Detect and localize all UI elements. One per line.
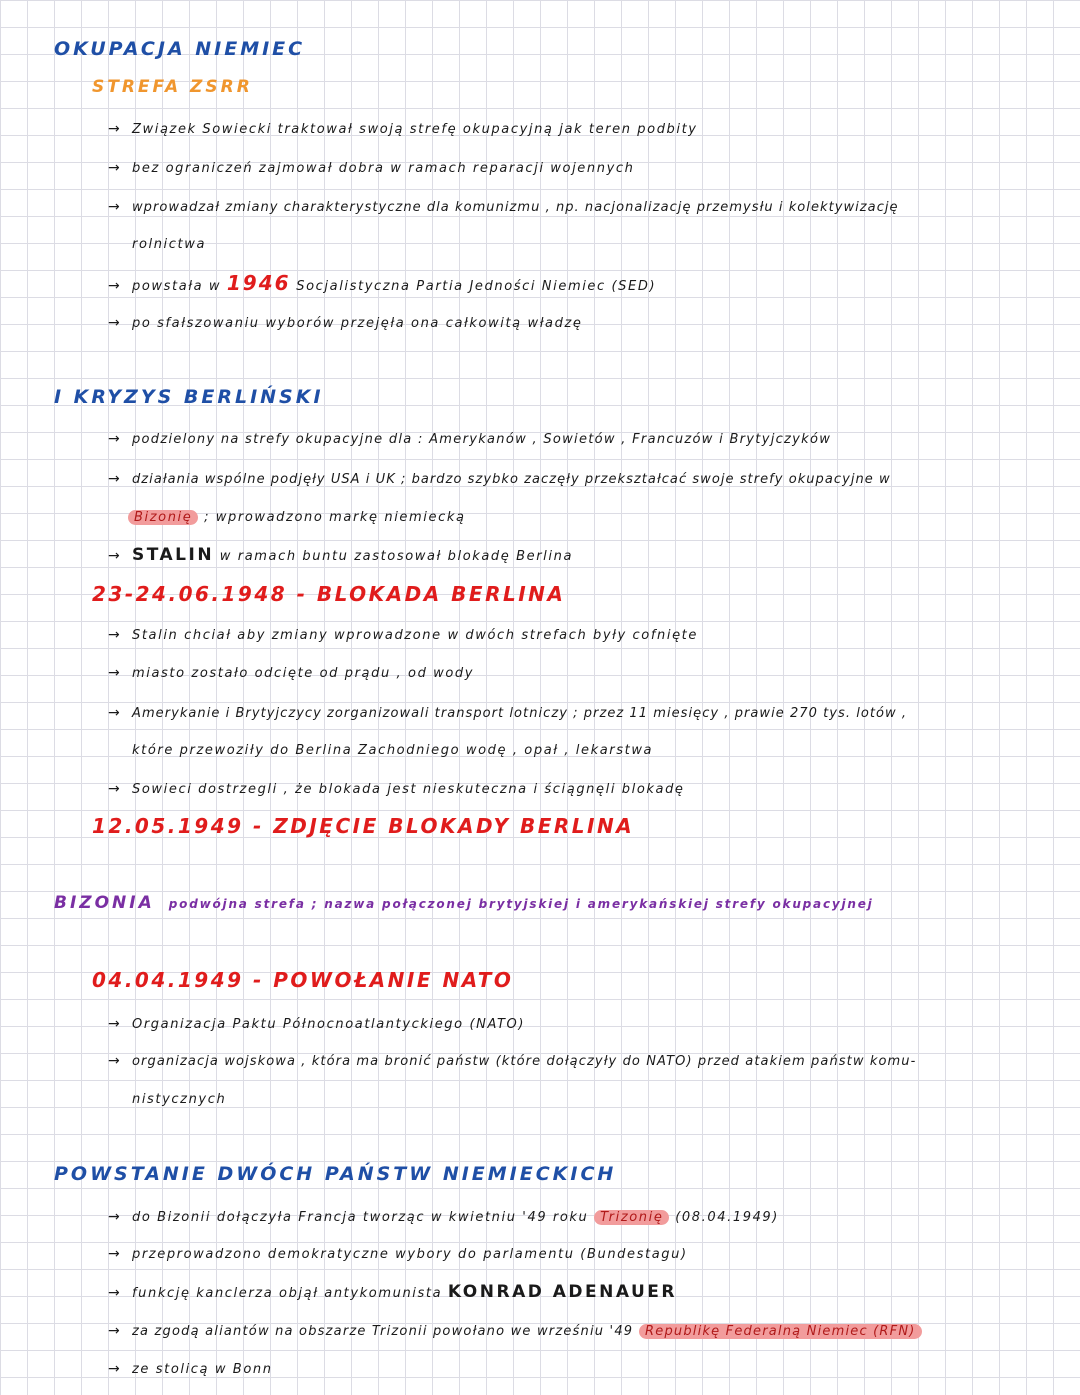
list-item-continuation: rolnictwa xyxy=(132,237,207,252)
arrow-icon: → xyxy=(108,1285,120,1301)
arrow-icon: → xyxy=(108,548,120,564)
arrow-icon: → xyxy=(108,665,120,681)
arrow-icon: → xyxy=(108,781,120,797)
list-item: → organizacja wojskowa , która ma bronić państw (które dołączyły do NATO) przed atakiem państw komu- xyxy=(108,1050,916,1073)
arrow-icon: → xyxy=(108,160,120,176)
list-item: → do Bizonii dołączyła Francja tworząc w kwietniu '49 roku Trizonię (08.04.1949) xyxy=(108,1206,779,1229)
arrow-icon: → xyxy=(108,431,120,447)
list-item: → STALIN w ramach buntu zastosował blokadę Berlina xyxy=(108,545,574,565)
arrow-icon: → xyxy=(108,471,120,487)
list-item-continuation: które przewoziły do Berlina Zachodniego wodę , opał , lekarstwa xyxy=(132,743,654,758)
arrow-icon: → xyxy=(108,1361,120,1377)
heading-powstanie-dwoch-panstw: POWSTANIE DWÓCH PAŃSTW NIEMIECKICH xyxy=(54,1163,617,1185)
arrow-icon: → xyxy=(108,1053,120,1069)
arrow-icon: → xyxy=(108,1323,120,1339)
definition-bizonia xyxy=(54,893,874,913)
term-bizonia: BIZONIA xyxy=(54,893,155,913)
arrow-icon: → xyxy=(108,627,120,643)
arrow-icon: → xyxy=(108,705,120,721)
date-heading-blokada: 23-24.06.1948 - BLOKADA BERLINA xyxy=(92,582,566,606)
year-1946: 1946 xyxy=(226,271,291,295)
list-item: → po sfałszowaniu wyborów przejęła ona całkowitą władzę xyxy=(108,312,582,335)
arrow-icon: → xyxy=(108,1209,120,1225)
definition-text: podwójna strefa ; nazwa połączonej brytyjskiej i amerykańskiej strefy okupacyjnej xyxy=(168,897,874,911)
arrow-icon: → xyxy=(108,315,120,331)
list-item: → za zgodą aliantów na obszarze Trizonii powołano we wrześniu '49 Republikę Federalną Niemiec (RFN) xyxy=(108,1320,922,1343)
list-item: → bez ograniczeń zajmował dobra w ramach reparacji wojennych xyxy=(108,157,634,180)
highlight-rfn: Republikę Federalną Niemiec (RFN) xyxy=(639,1324,922,1339)
arrow-icon: → xyxy=(108,199,120,215)
list-item: → Sowieci dostrzegli , że blokada jest nieskuteczna i ściągnęli blokadę xyxy=(108,778,685,801)
highlight-bizonia: Bizonię xyxy=(128,510,198,525)
adenauer-emphasis: KONRAD ADENAUER xyxy=(447,1282,678,1302)
list-item: → działania wspólne podjęły USA i UK ; bardzo szybko zaczęły przekształcać swoje strefy okupacyjne w xyxy=(108,468,891,491)
list-item: → ze stolicą w Bonn xyxy=(108,1358,273,1381)
date-heading-zdjecie-blokady: 12.05.1949 - ZDJĘCIE BLOKADY BERLINA xyxy=(92,814,635,838)
list-item: → Stalin chciał aby zmiany wprowadzone w dwóch strefach były cofnięte xyxy=(108,624,698,647)
list-item-continuation: Bizonię ; wprowadzono markę niemiecką xyxy=(128,507,466,529)
arrow-icon: → xyxy=(108,1016,120,1032)
heading-kryzys-berlinski: I KRYZYS BERLIŃSKI xyxy=(54,386,324,408)
list-item: → Amerykanie i Brytyjczycy zorganizowali transport lotniczy ; przez 11 miesięcy , prawie 270 tys. lotów , xyxy=(108,702,907,725)
list-item: → Organizacja Paktu Północnoatlantyckiego (NATO) xyxy=(108,1013,525,1036)
arrow-icon: → xyxy=(108,278,120,294)
heading-okupacja-niemiec: OKUPACJA NIEMIEC xyxy=(54,38,306,60)
subheading-strefa-zsrr: STREFA ZSRR xyxy=(92,77,253,97)
list-item: → podzielony na strefy okupacyjne dla : Amerykanów , Sowietów , Francuzów i Brytyjczyków xyxy=(108,428,831,451)
stalin-emphasis: STALIN xyxy=(132,545,215,565)
highlight-trizonia: Trizonię xyxy=(594,1210,669,1225)
arrow-icon: → xyxy=(108,1246,120,1262)
list-item: → wprowadzał zmiany charakterystyczne dla komunizmu , np. nacjonalizację przemysłu i kolektywizację xyxy=(108,196,899,219)
list-item-continuation: nistycznych xyxy=(132,1092,227,1107)
arrow-icon: → xyxy=(108,121,120,137)
list-item: → funkcję kanclerza objął antykomunista KONRAD ADENAUER xyxy=(108,1282,678,1302)
list-item: → miasto zostało odcięte od prądu , od wody xyxy=(108,662,474,685)
list-item: → Związek Sowiecki traktował swoją strefę okupacyjną jak teren podbity xyxy=(108,118,698,141)
list-item: → przeprowadzono demokratyczne wybory do parlamentu (Bundestagu) xyxy=(108,1243,688,1266)
list-item: → powstała w 1946 Socjalistyczna Partia Jedności Niemiec (SED) xyxy=(108,271,657,295)
date-heading-nato: 04.04.1949 - POWOŁANIE NATO xyxy=(92,968,514,992)
